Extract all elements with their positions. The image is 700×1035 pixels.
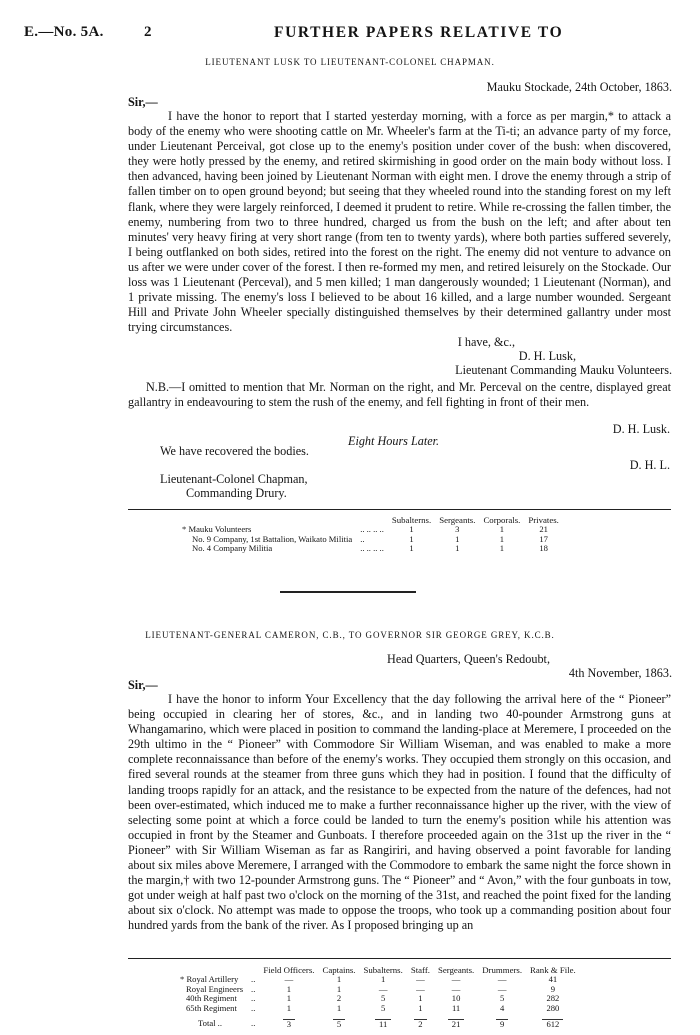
table-cell: 280: [546, 1002, 560, 1013]
table-cell: 1: [286, 983, 292, 994]
table-cell: 3: [455, 524, 460, 535]
leader-dots: ..: [251, 1002, 256, 1013]
row-label: Royal Engineers: [186, 983, 244, 994]
row-label: No. 9 Company, 1st Battalion, Waikato Militia: [192, 533, 353, 544]
letter2-place: Head Quarters, Queen's Redoubt,: [387, 652, 550, 666]
row-label: Total ..: [198, 1018, 222, 1029]
leader-dots: .. .. .. ..: [360, 543, 384, 554]
total-cell: 5: [333, 1019, 345, 1029]
table-cell: —: [416, 983, 425, 994]
letter1-postscript: We have recovered the bodies.: [160, 444, 309, 458]
table-cell: 41: [548, 974, 558, 985]
leader-dots: ..: [251, 993, 256, 1004]
letter1-addressee-line1: Lieutenant-Colonel Chapman,: [160, 472, 308, 486]
table-cell: 1: [418, 993, 423, 1004]
table-row: [178, 544, 563, 553]
column-header: Rank & File.: [530, 965, 576, 975]
column-header: Field Officers.: [263, 965, 315, 975]
table-cell: 1: [336, 983, 342, 994]
table-cell: 1: [455, 543, 460, 554]
total-cell: 11: [375, 1019, 391, 1029]
letter1-signature-rank: Lieutenant Commanding Mauku Volunteers.: [455, 363, 672, 377]
column-header: Sergeants.: [439, 515, 476, 525]
row-label: * Mauku Volunteers: [182, 524, 252, 535]
table-cell: 1: [418, 1002, 423, 1013]
letter2-salutation: Sir,—: [128, 678, 158, 692]
row-label: * Royal Artillery: [180, 974, 239, 985]
table-cell: 18: [539, 543, 548, 554]
table-cell: 1: [409, 543, 414, 554]
table-cell: 5: [380, 1002, 386, 1013]
table-cell: 1: [499, 524, 505, 535]
column-header: Privates.: [528, 515, 559, 525]
total-cell: 9: [496, 1019, 508, 1029]
letter1-place-date: Mauku Stockade, 24th October, 1863.: [486, 80, 672, 94]
column-header: Drummers.: [482, 965, 523, 975]
row-label: No. 4 Company Militia: [192, 543, 273, 554]
table-cell: 10: [451, 993, 461, 1004]
column-header: Subalterns.: [391, 515, 432, 525]
letter1-addressee-line2: Commanding Drury.: [186, 486, 287, 500]
letter1-closing: I have, &c.,: [457, 335, 515, 349]
total-cell: 2: [414, 1019, 426, 1029]
table-cell: 1: [455, 533, 460, 544]
letter1-heading: LIEUTENANT LUSK TO LIEUTENANT-COLONEL CHAPMAN.: [205, 57, 495, 67]
table-cell: 1: [336, 974, 342, 985]
row-label: 40th Regiment: [186, 993, 237, 1004]
table-cell: 282: [546, 993, 560, 1004]
leader-dots: ..: [360, 533, 365, 544]
row-label: 65th Regiment: [186, 1002, 237, 1013]
letter2-heading: LIEUTENANT-GENERAL CAMERON, C.B., TO GOVERNOR SIR GEORGE GREY, K.C.B.: [145, 630, 555, 640]
section-divider: [280, 591, 416, 593]
table-cell: 5: [499, 993, 505, 1004]
column-header: Captains.: [322, 965, 356, 975]
column-header: Corporals.: [483, 515, 521, 525]
leader-dots: ..: [251, 974, 256, 985]
table-cell: 9: [550, 983, 556, 994]
table-cell: 21: [539, 524, 548, 535]
total-cell: 21: [448, 1019, 465, 1029]
leader-dots: ..: [251, 983, 256, 994]
table-cell: 1: [380, 974, 386, 985]
total-cell: 3: [283, 1019, 295, 1029]
letter1-nb-signature: D. H. Lusk.: [612, 422, 670, 436]
table-cell: —: [497, 983, 507, 994]
table-cell: 1: [499, 543, 505, 554]
table-cell: —: [451, 983, 461, 994]
total-cell: 612: [542, 1019, 563, 1029]
column-header: Staff.: [410, 965, 430, 975]
page-header: [24, 24, 670, 44]
margin-table-2: [176, 966, 580, 1029]
table-cell: —: [451, 974, 461, 985]
table-row: [176, 1004, 580, 1013]
table-cell: —: [416, 974, 425, 985]
letter2-body: I have the honor to inform Your Excellency that the day following the arrival here of the “ Pioneer” being occupied in clearing her of stores, &c., and in landing two 40-pounder Armstrong guns at Whangamarino, which were placed in position to command the landing-place at Meremere, I proceeded on the 29th ultimo in the “ Pioneer” with Commodore Sir William Wiseman, and was enabled to make a more complete reconnaissance than before of the enemy's works. They occupied them strongly on this occasion, and fired several rounds at the steamer from three guns which they had in position. I found that the difficulty of landing troops rapidly for an attack, and the resistance to be expected from the nature of the defences, had not been over-estimated, which induced me to make a further reconnaissance higher up the river, with the view of selecting some point at which a force could be landed to turn the enemy's position while his attention was occupied in front by the Steamer and Gunboats. I therefore proceeded again on the 31st up the river in the “ Pioneer” with Sir William Wiseman as far as Rangiriri, and having observed a point favorable for landing about six miles above Meremere, I arranged with the Commodore to embark the same night the force shown in the margin,† with two 12-pounder Armstrong guns. The “ Pioneer” and “ Avon,” with the four gunboats in tow, got under weigh at half past two o'clock on the morning of the 31st, and reached the point fixed for the landing about six o'clock. No attempt was made to oppose the troops, who took up a commanding position about four hundred yards from the bank of the river. As I proposed bringing up an: [128, 692, 671, 933]
table-cell: 17: [539, 533, 548, 544]
letter2-date: 4th November, 1863.: [568, 666, 672, 680]
table-cell: —: [378, 983, 388, 994]
footnote-divider-2: [128, 958, 671, 959]
letter1-body: I have the honor to report that I started yesterday morning, with a force as per margin,* to attack a body of the enemy who were shooting cattle on Mr. Wheeler's farm at the Ti-ti; an advance party of my force, under Lieutenant Perceival, got close up to the enemy's position under cover of the bush: when discovered, they were hotly pressed by the enemy, and retired skirmishing in good order on the main body without loss. I then advanced, having been joined by Lieutenant Norman with eight men. I drove the enemy through a strip of fallen timber on to open ground beyond; but seeing that they wheeled round into the standing forest on my left flank, where they were largely reinforced, I deemed it prudent to retire. While re-crossing the fallen timber, the enemy, numbering from two to three hundred, charged us from the bush on the left; and after about ten minutes' very heavy firing at very short range (from ten to twenty yards), where both parties suffered severely, I being outflanked on both sides, retired into the forest on the right. The enemy did not venture to advance on us after we were under cover of the forest. I then re-formed my men, and retired leisurely on the Stockade. Our loss was 1 Lieutenant (Perceval), and 5 men killed; 1 man dangerously wounded; 1 Lieutenant (Norman), and 1 private missing. The enemy's loss I believed to be about 16 killed, and a large number wounded. Sergeant Hill and Private John Wheeler specially distinguished themselves by their determined gallantry under most trying circumstances.: [128, 109, 671, 335]
table-cell: 2: [336, 993, 342, 1004]
table-cell: —: [284, 974, 294, 985]
footnote-divider-1: [128, 509, 671, 510]
letter1-postscript-initials: D. H. L.: [629, 458, 670, 472]
table-total-row: [176, 1013, 580, 1029]
letter1-signature: D. H. Lusk,: [518, 349, 576, 363]
page-number: 2: [144, 24, 152, 40]
column-header: Subalterns.: [363, 965, 403, 975]
column-header: Sergeants.: [437, 965, 475, 975]
letter1-postscript-time: Eight Hours Later.: [348, 434, 440, 448]
table-cell: —: [497, 974, 507, 985]
table-cell: 5: [380, 993, 386, 1004]
table-cell: 11: [451, 1002, 461, 1013]
table-cell: 1: [499, 533, 505, 544]
table-cell: 1: [286, 993, 292, 1004]
letter1-nb: N.B.—I omitted to mention that Mr. Norman on the right, and Mr. Perceval on the centre, displayed great gallantry in endeavouring to stem the rush of the enemy, and fell fighting in front of their men.: [128, 380, 671, 410]
document-reference: E.—No. 5A.: [24, 24, 104, 40]
leader-dots: ..: [251, 1018, 256, 1029]
running-title: FURTHER PAPERS RELATIVE TO: [274, 24, 564, 41]
margin-table-1: [178, 516, 563, 554]
table-cell: 1: [409, 533, 414, 544]
table-cell: 1: [409, 524, 414, 535]
table-cell: 1: [286, 1002, 292, 1013]
letter1-salutation: Sir,—: [128, 95, 158, 109]
leader-dots: .. .. .. ..: [360, 524, 384, 535]
table-cell: 4: [499, 1002, 505, 1013]
table-cell: 1: [336, 1002, 342, 1013]
